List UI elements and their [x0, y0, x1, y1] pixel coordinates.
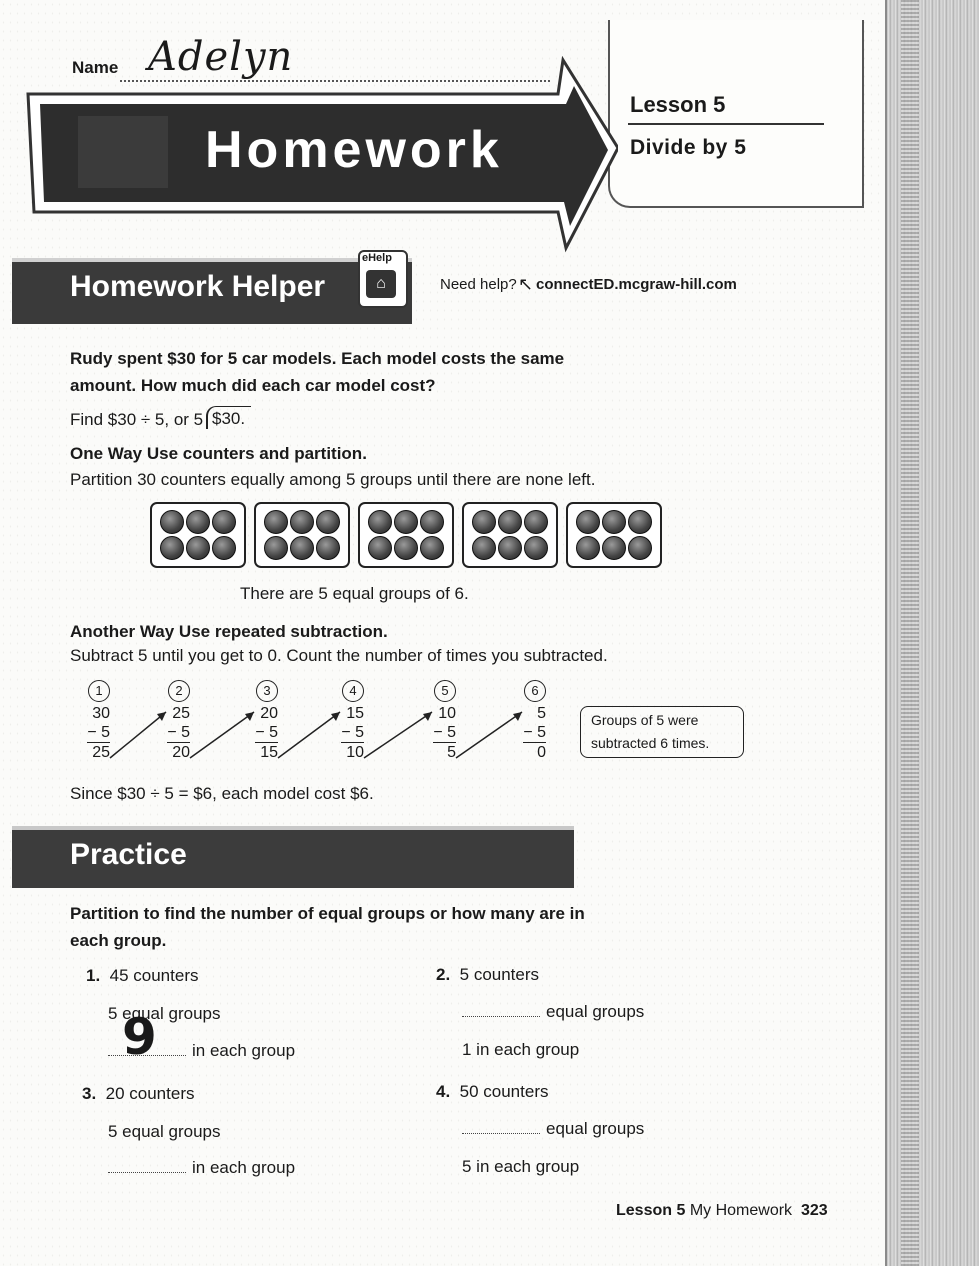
- step-top: 15: [346, 705, 364, 722]
- step-top: 20: [260, 705, 278, 722]
- counter-icon: [264, 536, 288, 560]
- problem-4-groups: equal groups: [546, 1119, 645, 1138]
- problem-1-each: in each group: [192, 1041, 296, 1060]
- step-top: 10: [438, 705, 456, 722]
- counter-group: [254, 502, 350, 568]
- equal-groups-text: There are 5 equal groups of 6.: [240, 584, 469, 603]
- problem-2-answer-line: [462, 1002, 644, 1022]
- step-subtrahend: − 5: [341, 724, 364, 741]
- step-arrow: [278, 712, 340, 758]
- scan-edge: [885, 0, 979, 1266]
- page-number: 323: [800, 1202, 828, 1219]
- counter-icon: [290, 510, 314, 534]
- lesson-rule: [628, 123, 824, 125]
- step-subtrahend: − 5: [87, 724, 110, 741]
- arrowhead-icon: [245, 712, 254, 721]
- counter-icon: [524, 510, 548, 534]
- counter-group: [150, 502, 246, 568]
- counter-icon: [602, 510, 626, 534]
- find-text: Find $30 ÷ 5, or 5: [70, 410, 204, 429]
- step-subtrahend: − 5: [255, 724, 278, 741]
- counter-icon: [472, 536, 496, 560]
- long-division-dividend: $30.: [206, 406, 251, 429]
- counter-icon: [420, 536, 444, 560]
- arrowhead-icon: [331, 712, 340, 721]
- lesson-subtitle: Divide by 5: [630, 136, 747, 159]
- counter-group: [358, 502, 454, 568]
- problem-4-answer-line: [462, 1119, 644, 1139]
- problem-4-blank[interactable]: [462, 1133, 540, 1134]
- counter-icon: [498, 510, 522, 534]
- arrowhead-icon: [157, 712, 166, 721]
- counter-icon: [186, 510, 210, 534]
- counter-icon: [576, 536, 600, 560]
- counter-icon: [160, 536, 184, 560]
- step-result: 5: [447, 744, 456, 761]
- counter-icon: [290, 536, 314, 560]
- step-number: 1: [88, 680, 110, 702]
- problem-1-counters: 45 counters: [109, 966, 199, 985]
- problem-3-number: 3.: [82, 1084, 97, 1103]
- step-subtrahend: − 5: [523, 724, 546, 741]
- counter-icon: [368, 510, 392, 534]
- problem-4-counters: 50 counters: [459, 1082, 549, 1101]
- step-subtrahend: − 5: [167, 724, 190, 741]
- name-handwritten[interactable]: Adelyn: [148, 34, 294, 80]
- problem-2-blank[interactable]: [462, 1016, 540, 1017]
- problem-2-groups: equal groups: [546, 1002, 645, 1021]
- problem-3-groups: 5 equal groups: [108, 1122, 221, 1141]
- page-footer: [616, 1202, 828, 1220]
- subtract-text: Subtract 5 until you get to 0. Count the number of times you subtracted.: [70, 646, 608, 665]
- problem-3-answer-line: [108, 1158, 295, 1178]
- counter-icon: [472, 510, 496, 534]
- problem-3-title: [82, 1084, 194, 1104]
- groups-note: [580, 706, 744, 758]
- counter-icon: [160, 510, 184, 534]
- conclusion-text: Since $30 ÷ 5 = $6, each model cost $6.: [70, 784, 374, 803]
- problem-4-title: [436, 1082, 548, 1102]
- step-arrow: [110, 712, 166, 758]
- step-top: 5: [537, 705, 546, 722]
- footer-lesson: Lesson 5: [616, 1202, 686, 1219]
- step-arrow: [364, 712, 432, 758]
- counter-icon: [186, 536, 210, 560]
- counter-icon: [602, 536, 626, 560]
- groups-note-line2: subtracted 6 times.: [591, 735, 710, 751]
- name-label: Name: [72, 58, 119, 77]
- step-top: 25: [172, 705, 190, 722]
- problem-1-number: 1.: [86, 966, 101, 985]
- counter-icon: [628, 536, 652, 560]
- counter-icon: [420, 510, 444, 534]
- counter-group: [462, 502, 558, 568]
- another-way-heading: Another Way Use repeated subtraction.: [70, 622, 388, 641]
- problem-1-groups: 5 equal groups: [108, 1004, 221, 1023]
- one-way-heading: One Way Use counters and partition.: [70, 444, 367, 463]
- homework-title: Homework: [205, 121, 503, 179]
- step-result: 15: [260, 744, 278, 761]
- step-result: 10: [346, 744, 364, 761]
- counter-group: [566, 502, 662, 568]
- practice-title: Practice: [70, 838, 187, 871]
- problem-2-number: 2.: [436, 965, 451, 984]
- step-result: 20: [172, 744, 190, 761]
- counter-icon: [524, 536, 548, 560]
- connected-link[interactable]: connectED.mcgraw-hill.com: [536, 276, 737, 293]
- example-question: Rudy spent $30 for 5 car models. Each model costs the same amount. How much did each car model cost?: [70, 349, 565, 395]
- problem-2-counters: 5 counters: [459, 965, 540, 984]
- step-number: 2: [168, 680, 190, 702]
- need-help-text: Need help?: [440, 276, 517, 293]
- problem-4-each: 5 in each group: [462, 1157, 580, 1176]
- counter-icon: [576, 510, 600, 534]
- step-arrow: [190, 712, 254, 758]
- counter-icon: [394, 510, 418, 534]
- problem-4-number: 4.: [436, 1082, 451, 1101]
- problem-3-each: in each group: [192, 1158, 296, 1177]
- counter-icon: [212, 510, 236, 534]
- footer-label: My Homework: [689, 1202, 793, 1219]
- step-number: 4: [342, 680, 364, 702]
- step-result: 0: [537, 744, 546, 761]
- step-arrows: [100, 700, 580, 770]
- problem-1-title: [86, 966, 198, 986]
- counter-icon: [316, 510, 340, 534]
- step-top: 30: [92, 705, 110, 722]
- groups-note-line1: Groups of 5 were: [591, 712, 699, 728]
- step-number: 3: [256, 680, 278, 702]
- partition-text: Partition 30 counters equally among 5 groups until there are none left.: [70, 470, 596, 489]
- problem-1-handwritten-answer: 9: [122, 1008, 157, 1066]
- counter-icon: [212, 536, 236, 560]
- counter-icon: [368, 536, 392, 560]
- step-number: 5: [434, 680, 456, 702]
- step-number: 6: [524, 680, 546, 702]
- counter-icon: [394, 536, 418, 560]
- counter-icon: [498, 536, 522, 560]
- problem-2-title: [436, 965, 539, 985]
- step-arrow: [456, 712, 522, 758]
- practice-instructions: Partition to find the number of equal groups or how many are in each group.: [70, 904, 585, 950]
- problem-2-each: 1 in each group: [462, 1040, 580, 1059]
- lesson-title: Lesson 5: [630, 92, 726, 117]
- cursor-icon: ↖: [518, 274, 534, 294]
- homework-helper-title: Homework Helper: [70, 270, 326, 303]
- ehelp-label: eHelp: [362, 252, 392, 264]
- problem-3-counters: 20 counters: [105, 1084, 195, 1103]
- counter-icon: [264, 510, 288, 534]
- problem-3-blank[interactable]: [108, 1172, 186, 1173]
- counter-icon: [316, 536, 340, 560]
- counter-icon: [628, 510, 652, 534]
- home-icon: ⌂: [366, 270, 396, 298]
- step-subtrahend: − 5: [433, 724, 456, 741]
- step-result: 25: [92, 744, 110, 761]
